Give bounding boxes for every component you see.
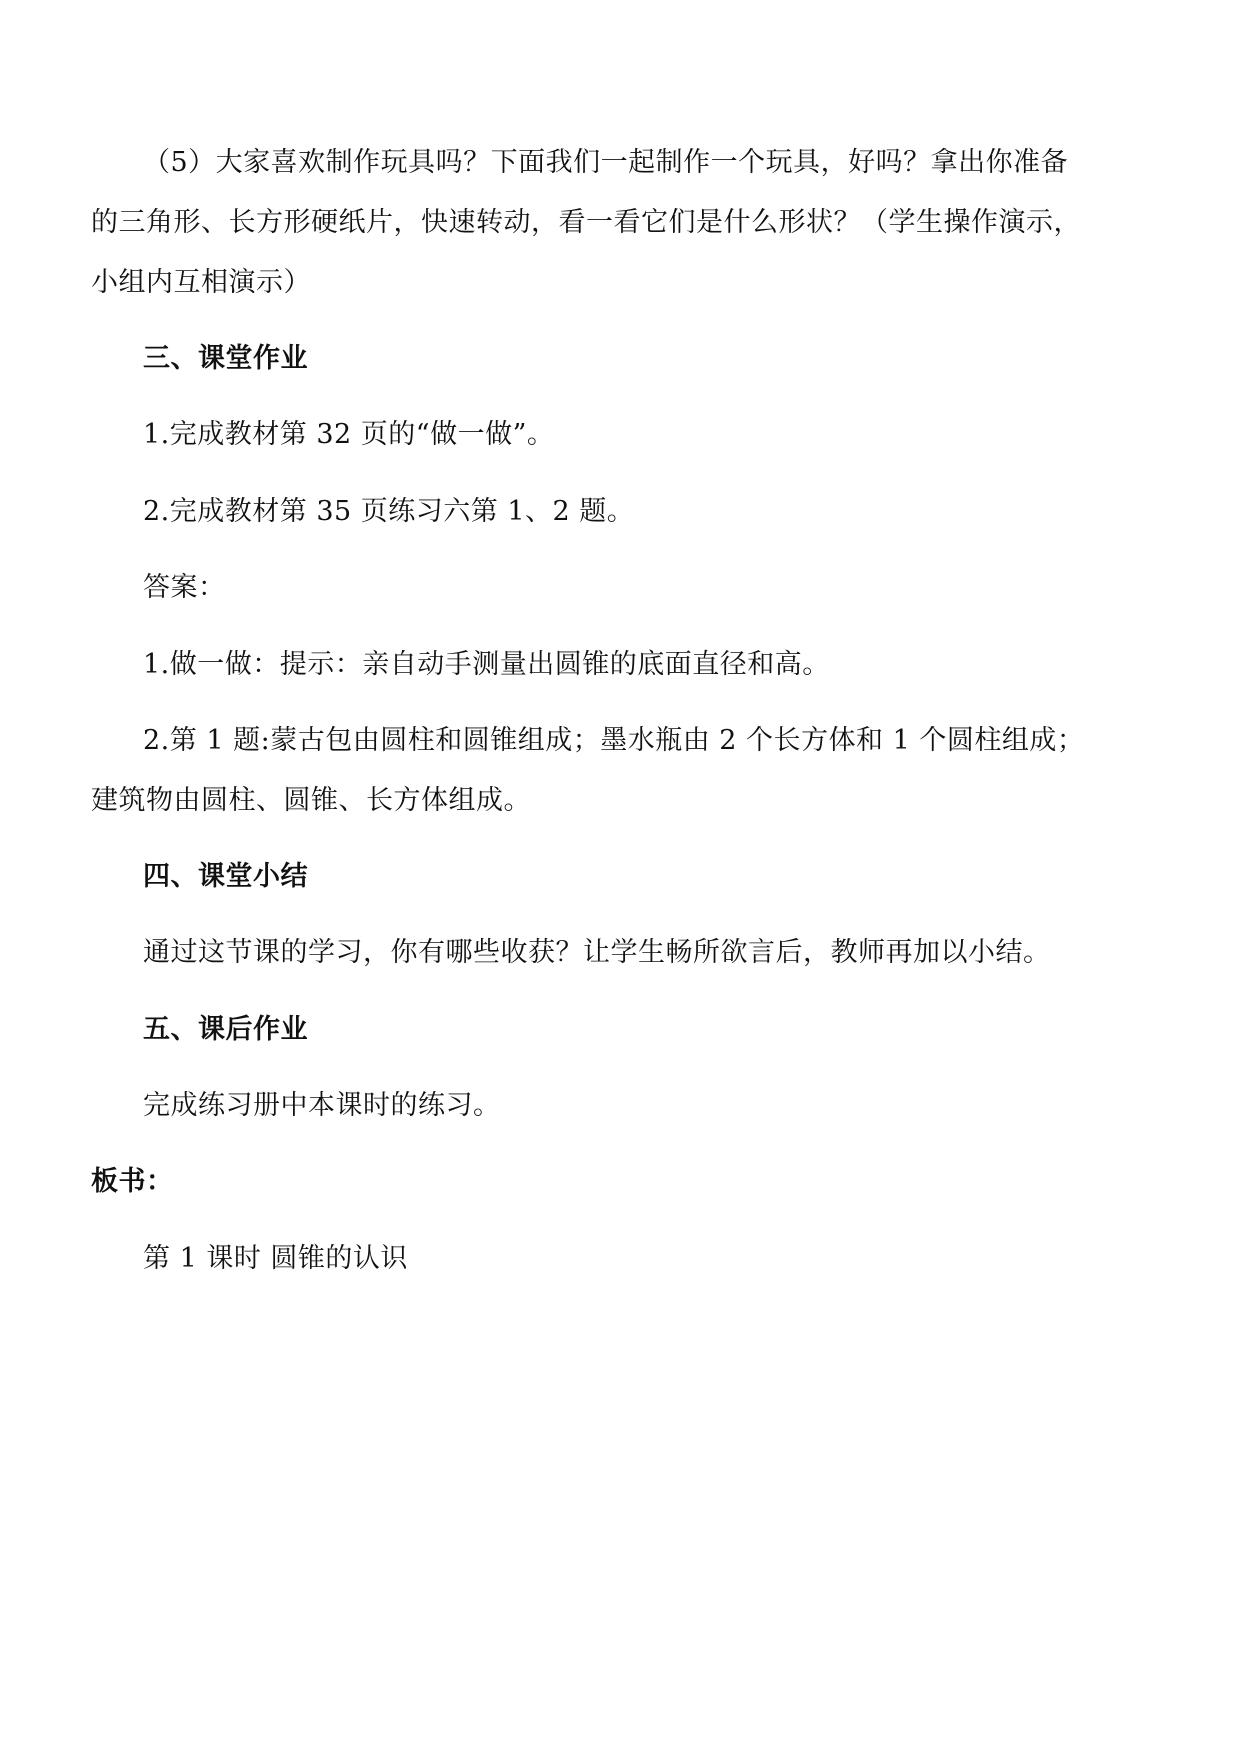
section-5-heading: 五、课后作业	[143, 1014, 308, 1045]
homework-item-2: 2.完成教材第 35 页练习六第 1、2 题。	[143, 496, 635, 527]
paragraph-5-line-3: 小组内互相演示）	[91, 267, 311, 298]
summary-text: 通过这节课的学习，你有哪些收获？让学生畅所欲言后，教师再加以小结。	[143, 937, 1051, 968]
board-title: 第 1 课时 圆锥的认识	[143, 1243, 408, 1274]
answer-1: 1.做一做：提示：亲自动手测量出圆锥的底面直径和高。	[143, 649, 830, 680]
answer-label: 答案：	[143, 572, 226, 603]
board-label: 板书：	[91, 1166, 174, 1197]
paragraph-5-line-2: 的三角形、长方形硬纸片，快速转动，看一看它们是什么形状？（学生操作演示，	[91, 207, 1081, 238]
answer-2-line-1: 2.第 1 题:蒙古包由圆柱和圆锥组成；墨水瓶由 2 个长方体和 1 个圆柱组成；	[143, 725, 1085, 756]
answer-2-line-2: 建筑物由圆柱、圆锥、长方体组成。	[91, 785, 531, 816]
after-class-homework-text: 完成练习册中本课时的练习。	[143, 1090, 501, 1121]
homework-item-1: 1.完成教材第 32 页的“做一做”。	[143, 419, 555, 450]
section-3-heading: 三、课堂作业	[143, 343, 308, 374]
section-4-heading: 四、课堂小结	[143, 861, 308, 892]
paragraph-5-line-1: （5）大家喜欢制作玩具吗？下面我们一起制作一个玩具，好吗？拿出你准备	[143, 147, 1069, 178]
